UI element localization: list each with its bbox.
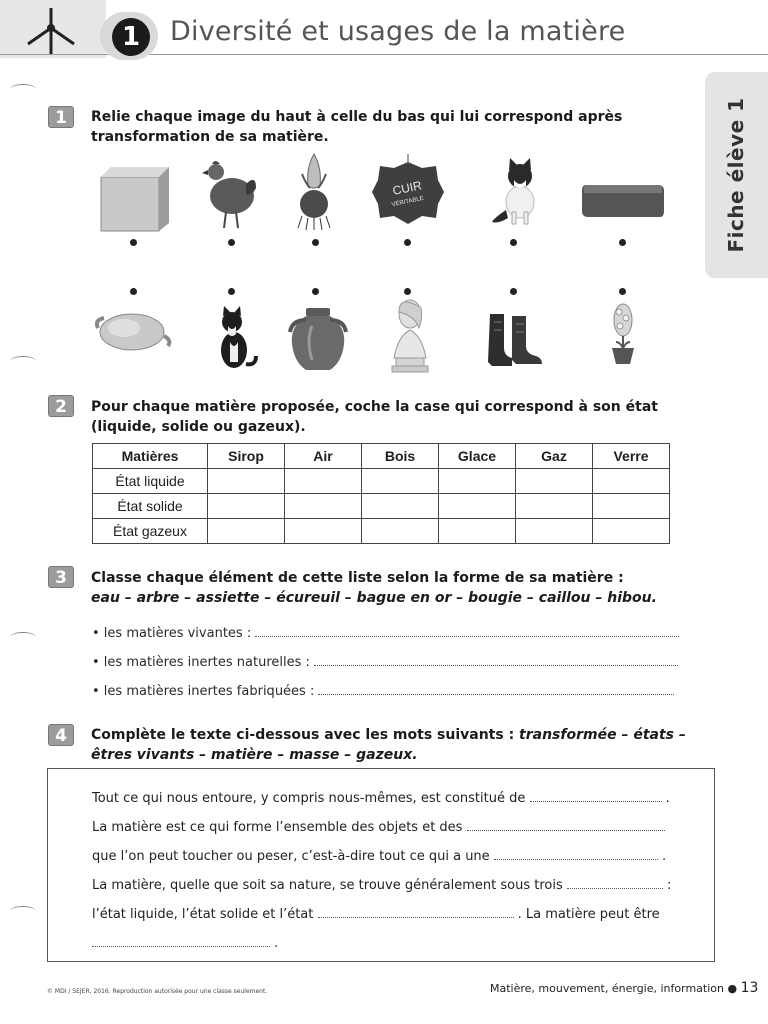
checkbox-cell[interactable] [208,494,285,519]
hen-image [202,152,258,232]
bottom-connector-dot[interactable] [130,288,137,295]
checkbox-cell[interactable] [362,519,439,544]
checkbox-cell[interactable] [208,469,285,494]
checkbox-cell[interactable] [362,494,439,519]
margin-mark [10,632,36,642]
exercise-3-instruction: Classe chaque élément de cette liste selon la forme de sa matière : eau – arbre – assiette – écureuil – bague en or – bougie – caillou – hibou. [91,570,657,606]
text-line: que l’on peut toucher ou peser, c’est-à-dire tout ce qui a une . [92,849,667,864]
dotted-fill-line[interactable] [255,627,679,637]
bottom-connector-dot[interactable] [404,288,411,295]
exercise-4-instruction: Complète le texte ci-dessous avec les mots suivants : transformée – états – êtres vivants – matière – masse – gazeux. [91,727,686,763]
clay-jar-image [286,306,350,372]
checkbox-cell[interactable] [593,469,670,494]
exercise-2-number: 2 [48,395,74,417]
text-line: . [92,936,278,951]
wind-turbine-icon [24,8,78,54]
checkbox-cell[interactable] [285,469,362,494]
bottom-connector-dot[interactable] [510,288,517,295]
margin-mark [10,356,36,366]
exercise-1-number: 1 [48,106,74,128]
hyacinth-bulb-image [292,150,336,232]
potted-hyacinth-image [606,302,640,368]
top-connector-dot[interactable] [312,239,319,246]
states-table [92,443,670,544]
top-connector-dot[interactable] [510,239,517,246]
checkbox-cell[interactable] [362,469,439,494]
bottom-connector-dot[interactable] [312,288,319,295]
checkbox-cell[interactable] [439,519,516,544]
table-header-cell: Gaz [516,444,593,469]
exercise-1-instruction: Relie chaque image du haut à celle du bas qui lui correspond après transformation de sa matière. [91,109,623,145]
checkbox-cell[interactable] [516,469,593,494]
dotted-fill-line[interactable] [567,879,663,889]
dotted-fill-line[interactable] [318,908,514,918]
table-header-cell: Glace [439,444,516,469]
text-line: La matière est ce qui forme l’ensemble des objets et des [92,820,665,835]
clay-brick-image [580,179,666,219]
top-connector-dot[interactable] [404,239,411,246]
checkbox-cell[interactable] [439,494,516,519]
exercise-2-instruction: Pour chaque matière proposée, coche la case qui correspond à son état (liquide, solide ou gazeux). [91,399,658,435]
stone-block-image [97,163,171,233]
leather-boots-image [486,312,544,368]
dotted-fill-line[interactable] [530,792,662,802]
table-header-cell: Air [285,444,362,469]
dotted-fill-line[interactable] [467,821,665,831]
answer-line-inert-made[interactable]: • les matières inertes fabriquées : [92,684,674,699]
exercise-3-number: 3 [48,566,74,588]
top-connector-dot[interactable] [228,239,235,246]
checkbox-cell[interactable] [285,519,362,544]
row-label: État liquide [93,469,208,494]
text-line: La matière, quelle que soit sa nature, se trouve généralement sous trois : [92,878,672,893]
checkbox-cell[interactable] [516,519,593,544]
table-header-row [93,444,670,469]
checkbox-cell[interactable] [208,519,285,544]
top-connector-dot[interactable] [619,239,626,246]
kitten-image [490,156,544,226]
side-tab-label: Fiche élève 1 [724,97,748,253]
table-row [93,469,670,494]
table-row [93,519,670,544]
margin-mark [10,84,36,94]
checkbox-cell[interactable] [439,469,516,494]
page-number: 13 [740,980,759,996]
row-label: État solide [93,494,208,519]
text-line: l’état liquide, l’état solide et l’état . La matière peut être [92,907,660,922]
table-header-cell: Verre [593,444,670,469]
page-title: Diversité et usages de la matière [170,16,626,47]
chapter-number: 1 [112,18,150,56]
top-connector-dot[interactable] [130,239,137,246]
table-header-cell: Bois [362,444,439,469]
bottom-connector-dot[interactable] [619,288,626,295]
dotted-fill-line[interactable] [314,656,678,666]
checkbox-cell[interactable] [516,494,593,519]
leather-label-subtext: VÉRITABLE [391,195,425,209]
answer-line-inert-natural[interactable]: • les matières inertes naturelles : [92,655,678,670]
margin-mark [10,906,36,916]
exercise-4-number: 4 [48,724,74,746]
answer-line-living[interactable]: • les matières vivantes : [92,626,679,641]
checkbox-cell[interactable] [593,519,670,544]
bust-statue-image [388,296,432,376]
text-line: Tout ce qui nous entoure, y compris nous-mêmes, est constitué de . [92,791,670,806]
leather-label-image [370,154,446,228]
roast-chicken-image [94,306,172,356]
table-header-cell: Matières [93,444,208,469]
copyright-notice: © MDI / SEJER, 2016. Reproduction autorisée pour une classe seulement. [47,988,268,995]
footer-subject: Matière, mouvement, énergie, information ● 13 [490,980,759,996]
bottom-connector-dot[interactable] [228,288,235,295]
dotted-fill-line[interactable] [494,850,658,860]
checkbox-cell[interactable] [593,494,670,519]
leather-label-text: CUIR [391,178,423,198]
checkbox-cell[interactable] [285,494,362,519]
black-cat-image [212,306,258,372]
row-label: État gazeux [93,519,208,544]
table-row [93,494,670,519]
dotted-fill-line[interactable] [318,685,674,695]
dotted-fill-line[interactable] [92,937,270,947]
table-header-cell: Sirop [208,444,285,469]
